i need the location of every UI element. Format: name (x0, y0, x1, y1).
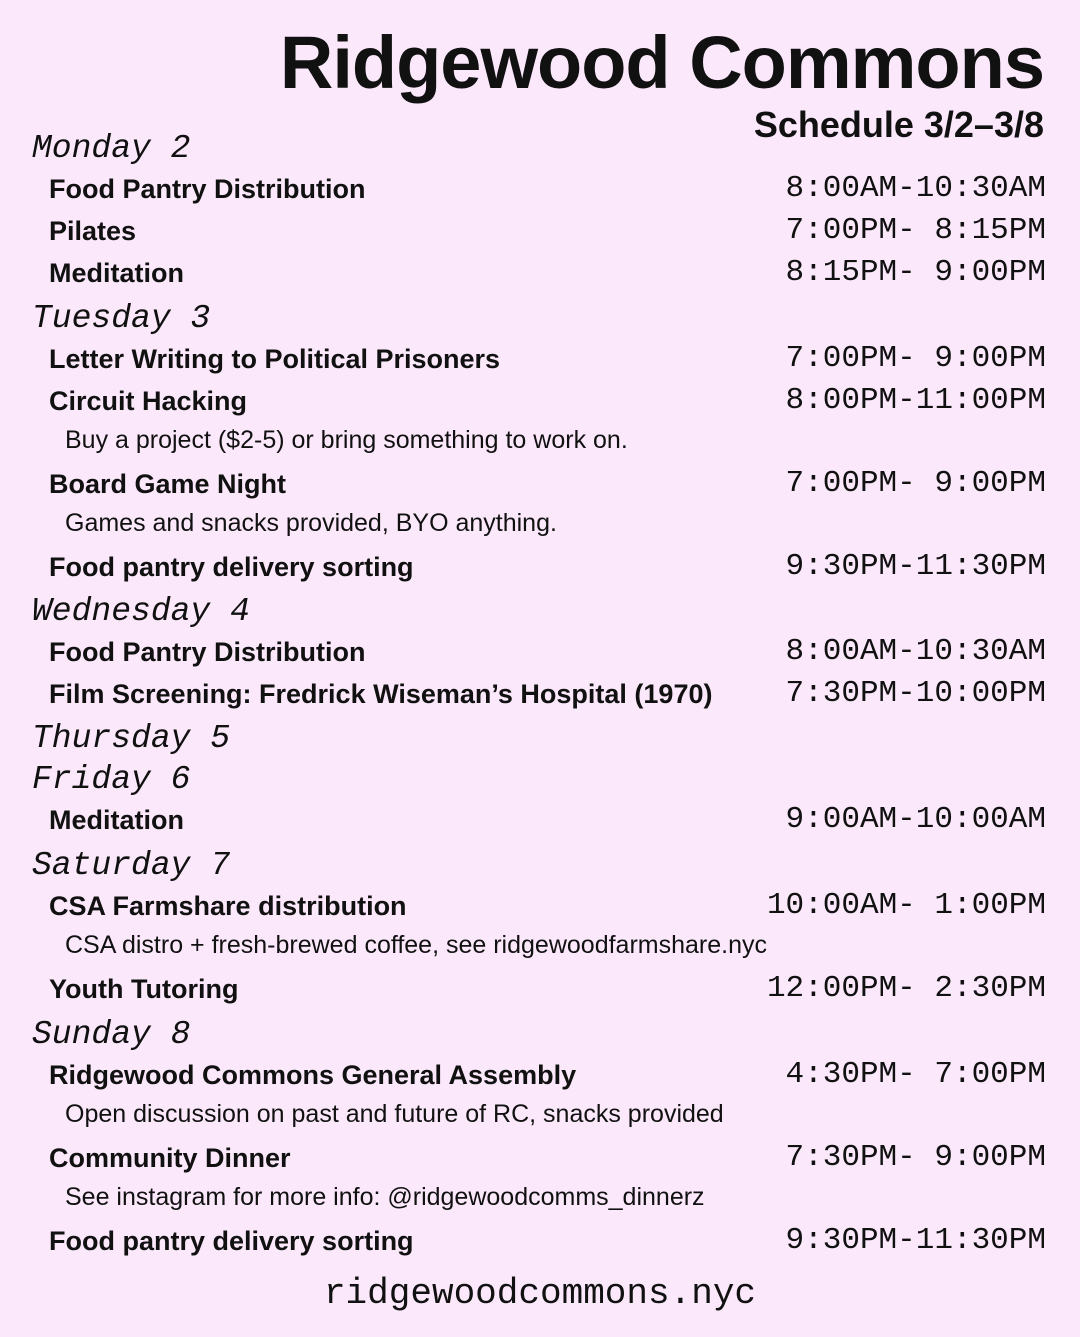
event-note: Buy a project ($2-5) or bring something to work on. (65, 426, 628, 454)
event-time: 10:00AM- 1:00PM (766, 888, 1046, 923)
event-name: Youth Tutoring (49, 974, 239, 1004)
day-heading-sunday: Sunday 8 (32, 1016, 191, 1053)
event-note: CSA distro + fresh-brewed coffee, see ridgewoodfarmshare.nyc (65, 931, 767, 959)
event-name: Community Dinner (49, 1143, 291, 1173)
event-time: 7:00PM- 9:00PM (785, 466, 1046, 501)
event-time: 7:00PM- 9:00PM (785, 341, 1046, 376)
event-name: Meditation (49, 258, 184, 288)
day-heading-saturday: Saturday 7 (32, 847, 231, 884)
event-name: Pilates (49, 216, 137, 246)
event-time: 7:30PM-10:00PM (785, 676, 1046, 711)
event-time: 8:15PM- 9:00PM (785, 255, 1046, 290)
event-name: Board Game Night (49, 469, 287, 499)
event-name: Food pantry delivery sorting (49, 552, 414, 582)
event-time: 9:30PM-11:30PM (785, 1223, 1046, 1258)
event-time: 12:00PM- 2:30PM (766, 971, 1046, 1006)
event-time: 9:00AM-10:00AM (785, 802, 1046, 837)
event-name: Circuit Hacking (49, 386, 248, 416)
page-title: Ridgewood Commons (279, 21, 1044, 104)
event-name: Ridgewood Commons General Assembly (49, 1060, 577, 1090)
day-heading-monday: Monday 2 (32, 130, 191, 167)
event-time: 8:00AM-10:30AM (785, 634, 1046, 669)
event-time: 7:00PM- 8:15PM (785, 213, 1046, 248)
event-name: Food Pantry Distribution (49, 174, 366, 204)
website-url: ridgewoodcommons.nyc (323, 1273, 757, 1314)
day-heading-tuesday: Tuesday 3 (32, 300, 211, 337)
event-name: Meditation (49, 805, 184, 835)
event-time: 4:30PM- 7:00PM (785, 1057, 1046, 1092)
event-name: Film Screening: Fredrick Wiseman’s Hospital (1970) (49, 679, 713, 709)
event-time: 9:30PM-11:30PM (785, 549, 1046, 584)
event-name: Food Pantry Distribution (49, 637, 366, 667)
event-note: See instagram for more info: @ridgewoodcomms_dinnerz (65, 1183, 705, 1211)
event-time: 8:00AM-10:30AM (785, 171, 1046, 206)
event-time: 7:30PM- 9:00PM (785, 1140, 1046, 1175)
event-name: CSA Farmshare distribution (49, 891, 407, 921)
event-name: Letter Writing to Political Prisoners (49, 344, 501, 374)
day-heading-wednesday: Wednesday 4 (32, 593, 250, 630)
day-heading-thursday: Thursday 5 (32, 720, 231, 757)
event-time: 8:00PM-11:00PM (785, 383, 1046, 418)
event-note: Open discussion on past and future of RC, snacks provided (65, 1100, 724, 1128)
schedule-date-range: Schedule 3/2–3/8 (753, 104, 1044, 145)
day-heading-friday: Friday 6 (32, 761, 191, 798)
event-note: Games and snacks provided, BYO anything. (65, 509, 557, 537)
event-name: Food pantry delivery sorting (49, 1226, 414, 1256)
